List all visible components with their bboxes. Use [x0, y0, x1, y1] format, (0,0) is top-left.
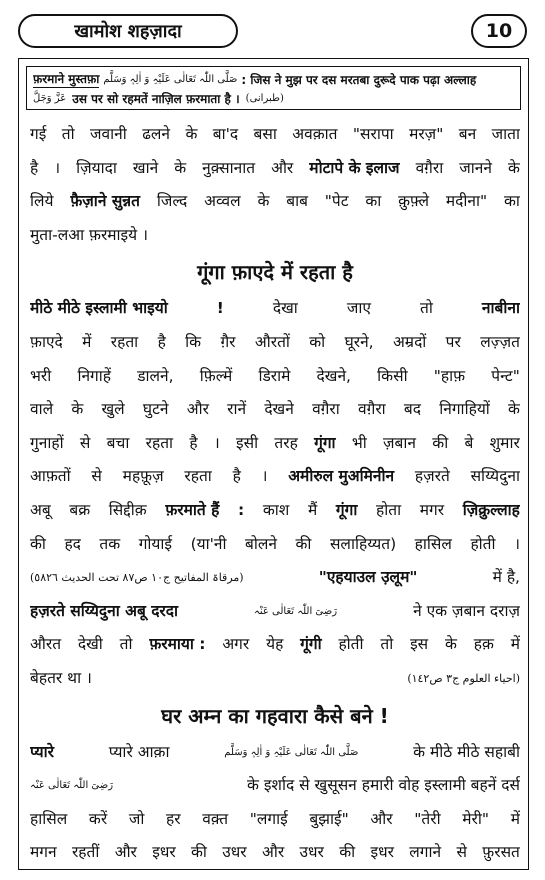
word: होती	[470, 534, 496, 553]
text-line	[30, 219, 520, 253]
text-line	[30, 595, 520, 629]
word: के मीठे मीठे सहाबी	[413, 742, 520, 761]
word: करें	[88, 809, 108, 828]
word: सलाहिय्यत)	[329, 534, 397, 553]
word: फ़िल्में	[199, 366, 233, 385]
heading-gunga: गूंगा फ़ाएदे में रहता है	[197, 260, 353, 285]
word: जाए	[346, 299, 371, 318]
word: अबू	[30, 500, 51, 519]
word: और	[261, 843, 285, 862]
word: का	[504, 192, 520, 211]
word: वग़ैरा	[357, 400, 386, 419]
word: के	[444, 635, 457, 654]
word: बुझाई"	[309, 809, 349, 828]
word: तो	[419, 299, 433, 318]
word: में	[510, 809, 520, 828]
word: बा'द	[212, 125, 239, 143]
word: के	[174, 158, 187, 177]
word: गुनाहों	[30, 433, 64, 452]
text-line	[30, 769, 520, 803]
word: क़ुफ़्ले	[398, 192, 430, 211]
word: "पेट	[324, 192, 349, 211]
text-line	[30, 185, 520, 219]
word: देखने	[264, 400, 294, 419]
word: "तेरी	[414, 809, 441, 828]
text-line	[30, 427, 520, 461]
word: महफ़ूज़	[122, 467, 164, 486]
word: पर	[445, 332, 461, 351]
paragraph-2	[30, 292, 520, 561]
word: वाले	[30, 400, 54, 419]
word: शुमार	[489, 433, 520, 452]
word: है	[30, 158, 39, 177]
word: प्यारे	[30, 742, 55, 761]
word: को	[309, 332, 326, 351]
word: ज़ियादा	[76, 158, 117, 177]
word: भी	[351, 433, 367, 452]
word: ।	[261, 467, 268, 486]
word: वग़ैरा	[415, 158, 444, 177]
word: उधर	[222, 843, 247, 862]
word: बेहतर था ।	[30, 668, 92, 687]
word: नुक़्सानात	[202, 158, 256, 177]
word: मगन	[30, 843, 57, 862]
word: फ़रमाते हैं	[165, 500, 220, 519]
text-line	[30, 118, 520, 152]
word: हासिल	[414, 534, 452, 553]
word: लगाने	[409, 843, 442, 862]
word: के इर्शाद से खुसूसन हमारी वोह इस्लामी बहनें दर्स	[246, 776, 520, 795]
word: अमीरुल मुअमिनीन	[288, 467, 395, 486]
word: फ़ुरसत	[482, 843, 520, 862]
word: औरत	[30, 635, 62, 654]
hadith-box	[26, 66, 521, 110]
text-line	[30, 360, 520, 394]
word: के	[508, 400, 520, 419]
ihya-reference: (احیاء العلوم ج٣ ص١٤٢)	[407, 671, 520, 685]
word: वक़्त	[202, 809, 229, 828]
text-line	[30, 494, 520, 528]
word: मगर	[419, 500, 445, 519]
word: बाब	[286, 192, 308, 211]
text-line	[30, 662, 520, 696]
page-header	[14, 8, 531, 56]
main-text	[30, 118, 520, 870]
word: मोटापे के इलाज	[309, 158, 400, 177]
word: ।	[514, 534, 520, 553]
text-line	[30, 736, 520, 770]
word: गोयाई	[138, 534, 173, 553]
word: ढलने	[142, 125, 171, 143]
word: मरज़"	[409, 125, 444, 143]
text-line	[30, 326, 520, 360]
word: बन	[458, 125, 477, 143]
hadith-reference: (طبرانی)	[245, 92, 284, 104]
word: है	[189, 433, 198, 452]
text-line	[30, 152, 520, 186]
word: देखी	[77, 635, 103, 654]
word: हज़रते सय्यिदुना अबू दरदा	[30, 601, 179, 620]
word: इधर	[370, 843, 394, 862]
word: हज़रते	[414, 467, 450, 486]
word: जानने	[459, 158, 493, 177]
word: जो	[128, 809, 145, 828]
word: तरह	[274, 433, 298, 452]
word: से	[91, 467, 102, 486]
word: सिद्दीक़	[108, 500, 147, 519]
word: मुता-लआ फ़रमाइये ।	[30, 225, 148, 244]
word: रानें	[227, 400, 247, 419]
word: ।	[54, 158, 61, 177]
word: आफ़तों	[30, 467, 71, 486]
word: हासिल	[30, 809, 68, 828]
word: जाता	[491, 125, 520, 143]
mirqat-reference: (مرقاۃ المفاتیح ج١٠ ص٨٧ تحت الحدیث ٥٨٢٦)	[30, 571, 244, 585]
hadith-line-2	[33, 89, 514, 107]
word: इस	[410, 635, 429, 654]
word: "हाफ़	[433, 366, 466, 385]
word: बद	[403, 400, 421, 419]
word: डिरामे	[258, 366, 291, 385]
word: देखने,	[316, 366, 351, 385]
word: !	[216, 299, 224, 318]
word: बोलने	[245, 534, 277, 553]
text-line	[30, 628, 520, 662]
word: घुटने	[142, 400, 169, 419]
text-line	[30, 460, 520, 494]
word: बे	[464, 433, 474, 452]
word: प्यारे आक़ा	[108, 742, 170, 761]
text-line	[30, 836, 520, 870]
word: होता	[375, 500, 402, 519]
word: "लगाई	[249, 809, 288, 828]
word: निगाहें	[77, 366, 112, 385]
word: खाने	[132, 158, 159, 177]
word: ज़िक्रुल्लाह	[462, 500, 520, 519]
word: से	[456, 843, 467, 862]
word: बक्र	[69, 500, 91, 519]
paragraph-3	[30, 803, 520, 870]
word: हर	[166, 809, 181, 828]
word: की	[339, 843, 356, 862]
heading-ghar: घर अम्न का गहवारा कैसे बने !	[161, 703, 389, 728]
word: ज़बान	[383, 433, 417, 452]
word: खुले	[101, 400, 125, 419]
word: तो	[380, 635, 394, 654]
word: गई	[30, 125, 47, 143]
word: गूंगा	[335, 500, 358, 519]
book-title: खामोश शहज़ादा	[18, 14, 238, 48]
word: तो	[61, 125, 75, 143]
word: है	[232, 467, 241, 486]
word: होती	[338, 635, 364, 654]
ihya-title: "एहयाउल उ़लूम"	[318, 568, 418, 587]
azza-wajal: عَزَّ وَجَلَّ	[33, 92, 67, 104]
word: ने एक ज़बान दराज़	[413, 601, 520, 620]
text-line	[30, 393, 520, 427]
text-line	[30, 528, 520, 562]
word: (या'नी	[190, 534, 227, 553]
word: काश	[262, 500, 290, 519]
word: "सरापा	[352, 125, 394, 143]
word: तक	[99, 534, 121, 553]
text-line	[30, 292, 520, 326]
word: के	[71, 400, 84, 419]
word: फ़ाएदे	[30, 332, 63, 351]
word: भरी	[30, 366, 52, 385]
word: के	[185, 125, 198, 143]
word: निगाहियों	[439, 400, 490, 419]
word: घूरने,	[344, 332, 374, 351]
word: किसी	[377, 366, 408, 385]
page-number: 10	[471, 14, 527, 48]
word: गूंगा	[314, 433, 336, 452]
hadith-text-1: : जिस ने मुझ पर दस मरतबा दुरूदे पाक पढ़ा अल्लाह	[241, 72, 477, 87]
word: की	[191, 843, 207, 862]
word: रहता	[145, 433, 174, 452]
word: की	[295, 534, 312, 553]
paragraph-1	[30, 118, 520, 219]
hadith-label: फ़रमाने मुस्तफ़ा	[33, 70, 99, 88]
word: मेरी"	[462, 809, 490, 828]
word: के	[508, 158, 520, 177]
word: येह	[266, 635, 284, 654]
word: मैं	[307, 500, 318, 519]
word: में	[82, 332, 92, 351]
word: लिये	[30, 192, 54, 211]
word: कि	[185, 332, 202, 351]
word: रहता	[110, 332, 139, 351]
word: इसी	[236, 433, 259, 452]
word: पेन्ट"	[491, 366, 520, 385]
word: नाबीना	[481, 299, 520, 318]
word: की	[30, 534, 46, 553]
word: उधर	[299, 843, 324, 862]
word: का	[365, 192, 382, 211]
word: और	[186, 400, 209, 419]
hadith-text-2: उस पर सो रहमतें नाज़िल फ़रमाता है ।	[72, 91, 240, 106]
word: ग़ैर	[220, 332, 236, 351]
radi-honorific: رَضِیَ اللّٰہ تَعَالٰی عَنْہ	[254, 605, 338, 617]
word: और	[370, 809, 393, 828]
word: हक़	[473, 635, 494, 654]
word: में है,	[492, 568, 520, 587]
word: के	[257, 192, 270, 211]
word: वग़ैरा	[312, 400, 340, 419]
word: देखा	[272, 299, 298, 318]
word: हद	[64, 534, 81, 553]
word: गूंगी	[300, 635, 322, 654]
word: तो	[119, 635, 133, 654]
word: बसा	[253, 125, 277, 143]
word: मीठे मीठे इस्लामी भाइयो	[30, 299, 168, 318]
word: इधर	[152, 843, 176, 862]
word: ।	[213, 433, 220, 452]
word: है	[157, 332, 166, 351]
word: और	[271, 158, 294, 177]
paragraph-2b	[30, 628, 520, 662]
radi-honorific: رَضِیَ اللّٰہ تَعَالٰی عَنْہ	[30, 780, 114, 792]
word: लज़्ज़त	[480, 332, 520, 351]
text-line	[30, 803, 520, 837]
word: से	[79, 433, 91, 452]
word: सय्यिदुना	[470, 467, 520, 486]
word: अवक़ात	[292, 125, 338, 143]
word: डालने,	[137, 366, 174, 385]
word: बचा	[106, 433, 130, 452]
text-line	[30, 561, 520, 595]
honorific: صَلَّی اللّٰہ تَعَالٰی عَلَیْہِ وَ اٰلِہٖ وَسَلَّم	[103, 73, 238, 85]
word: रहतीं	[71, 843, 100, 862]
word: रहता	[184, 467, 212, 486]
word: की	[432, 433, 449, 452]
word: जवानी	[90, 125, 127, 143]
hadith-line-1	[33, 70, 514, 88]
salawat-honorific: صَلَّی اللّٰہ تَعَالٰی عَلَیْہِ وَ اٰلِہٖ وَسَلَّم	[224, 746, 359, 758]
word: में	[510, 635, 520, 654]
word: अव्वल	[204, 192, 241, 211]
word: :	[238, 500, 245, 519]
word: अगर	[222, 635, 250, 654]
word: फ़ैज़ाने सुन्नत	[70, 192, 140, 211]
word: मदीना"	[445, 192, 488, 211]
word: जिल्द	[156, 192, 188, 211]
word: अम्रदों	[392, 332, 427, 351]
word: औरतों	[254, 332, 290, 351]
word: फ़रमाया :	[149, 635, 206, 654]
word: और	[114, 843, 137, 862]
